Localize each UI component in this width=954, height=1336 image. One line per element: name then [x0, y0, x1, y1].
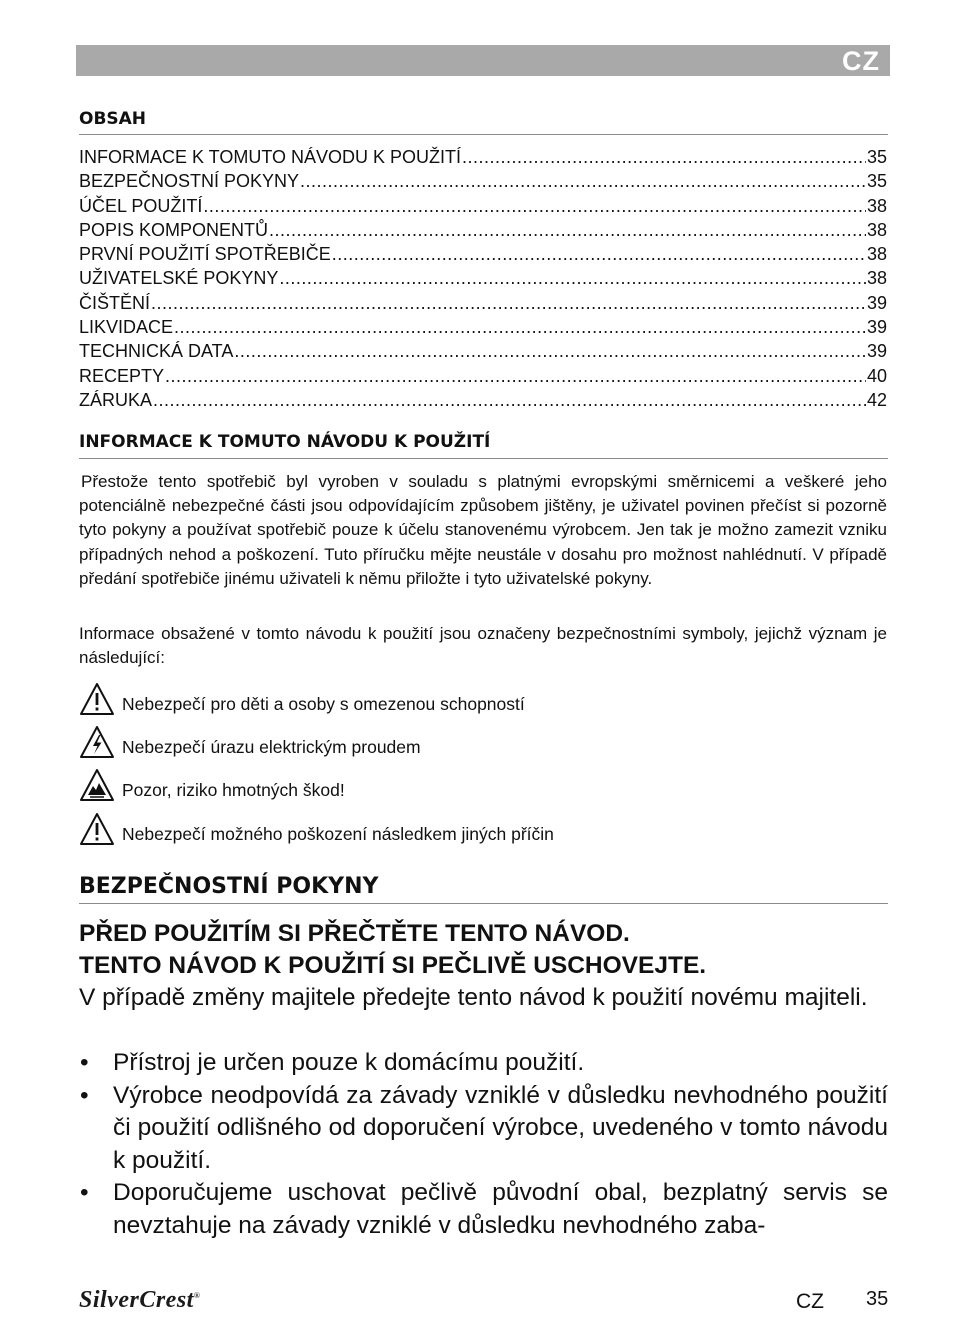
symbol-legend-item: Nebezpečí pro děti a osoby s omezenou schopností	[79, 676, 525, 716]
toc-entry[interactable]: BEZPEČNOSTNÍ POKYNY ..... 35	[79, 169, 887, 193]
warning-triangle-icon	[79, 812, 115, 846]
property-damage-icon	[79, 768, 115, 802]
table-of-contents	[79, 145, 887, 412]
list-item: • Přístroj je určen pouze k domácímu použití.	[79, 1047, 888, 1080]
toc-entry[interactable]: ZÁRUKA ..... 42	[79, 388, 887, 412]
toc-entry[interactable]: PRVNÍ POUŽITÍ SPOTŘEBIČE ..... 38	[79, 242, 887, 266]
toc-entry[interactable]: LIKVIDACE ..... 39	[79, 315, 887, 339]
toc-entry[interactable]: TECHNICKÁ DATA ..... 39	[79, 339, 887, 363]
warning-triangle-icon	[79, 682, 115, 716]
symbol-legend-item: Nebezpečí možného poškození následkem jiných příčin	[79, 806, 554, 846]
brand-logo: SilverCrest®	[79, 1287, 201, 1313]
language-badge: CZ	[842, 46, 880, 76]
symbol-legend-item: Nebezpečí úrazu elektrickým proudem	[79, 719, 421, 759]
safety-section-title: BEZPEČNOSTNÍ POKYNY	[79, 874, 888, 904]
symbols-intro-paragraph: Informace obsažené v tomto návodu k použití jsou označeny bezpečnostními symboly, jejichž význam je následující:	[79, 624, 887, 668]
symbol-legend-item: Pozor, riziko hmotných škod!	[79, 762, 345, 802]
safety-bullet-list	[79, 1047, 888, 1242]
toc-entry[interactable]: ČIŠTĚNÍ ..... 39	[79, 291, 887, 315]
safety-heading-keep: TENTO NÁVOD K POUŽITÍ SI PEČLIVĚ USCHOVEJTE.	[79, 952, 707, 979]
page-number: 35	[866, 1288, 889, 1310]
footer-language: CZ	[796, 1290, 824, 1313]
info-section-title: INFORMACE K TOMUTO NÁVODU K POUŽITÍ	[79, 432, 888, 459]
electric-hazard-icon	[79, 725, 115, 759]
toc-entry[interactable]: INFORMACE K TOMUTO NÁVODU K POUŽITÍ ..... 35	[79, 145, 887, 169]
toc-entry[interactable]: POPIS KOMPONENTŮ ..... 38	[79, 218, 887, 242]
header-bar	[76, 45, 890, 76]
toc-title: OBSAH	[79, 109, 888, 135]
list-item: • Výrobce neodpovídá za závady vzniklé v důsledku nevhodného použití či použití odlišného od doporučení výrobce, uvedeného v tomto návodu k použití.	[79, 1080, 888, 1178]
toc-entry[interactable]: RECEPTY ..... 40	[79, 364, 887, 388]
list-item: • Doporučujeme uschovat pečlivě původní obal, bezplatný servis se nevztahuje na závady vzniklé v důsledku nevhodného zaba-	[79, 1177, 888, 1242]
toc-entry[interactable]: ÚČEL POUŽITÍ ..... 38	[79, 194, 887, 218]
safety-heading-read: PŘED POUŽITÍM SI PŘEČTĚTE TENTO NÁVOD.	[79, 920, 630, 947]
toc-entry[interactable]: UŽIVATELSKÉ POKYNY ..... 38	[79, 266, 887, 290]
info-paragraph: Přestože tento spotřebič byl vyroben v souladu s platnými evropskými směrnicemi a veškeré jeho potenciálně nebezpečné části jsou odpovídajícím způsobem jištěny, je uživatel povinen přečíst si pozorně tyto pokyny a používat spotřebič pouze k účelu stanovenému výrobcem. Jen tak je možno zamezit vzniku případných nehod a poškození. Tuto příručku mějte neustále v dosahu pro možnost nahlédnutí. V případě předání spotřebiče jinému uživateli k němu přiložte i tyto uživatelské pokyny.	[79, 472, 887, 588]
safety-intro: V případě změny majitele předejte tento návod k použití novému majiteli.	[79, 984, 868, 1011]
